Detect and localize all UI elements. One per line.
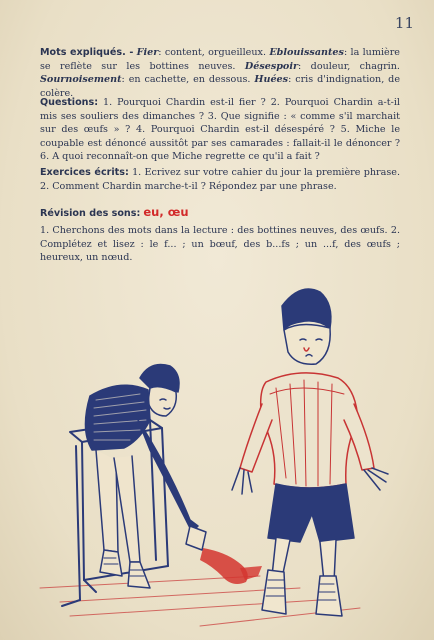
term-huees: Huées <box>254 74 289 86</box>
def-sournoisement: : en cachette, en dessous. <box>121 74 251 86</box>
def-fier: : content, orgueilleux. <box>158 47 266 58</box>
term-fier: Fier <box>136 47 159 58</box>
exercices-text: 1. Ecrivez sur votre cahier du jour la première phrase. 2. Comment Chardin marche-t-il ? Répondez par une phrase. <box>40 167 400 192</box>
term-desespoir: Désespoir <box>244 60 299 72</box>
def-eblouissantes: : la lumière se reflète sur les bottines neuves. <box>40 47 400 72</box>
term-sournoisement: Sournoisement <box>40 74 122 86</box>
revision-paragraph <box>40 224 400 265</box>
exercices-title: Exercices écrits: <box>40 167 129 178</box>
boy-miche <box>85 365 206 589</box>
mots-expliques-title: Mots expliqués. - <box>40 47 134 58</box>
questions-paragraph <box>40 96 400 164</box>
questions-title: Questions: <box>40 97 99 108</box>
exercices-paragraph <box>40 166 400 193</box>
illustration <box>0 270 434 640</box>
def-desespoir: : douleur, chagrin. <box>298 60 400 72</box>
revision-text: 1. Cherchons des mots dans la lecture : des bottines neuves, des œufs. 2. Complétez et lisez : le f... ; un bœuf, des b...fs ; un ...f, des œufs ; heureux, un nœud. <box>40 225 400 264</box>
term-eblouissantes: Eblouissantes <box>269 47 344 58</box>
questions-text: 1. Pourquoi Chardin est-il fier ? 2. Pourquoi Chardin a-t-il mis ses souliers des dimanches ? 3. Que signifie : « comme s'il marchait sur des œufs » ? 4. Pourquoi Chardin est-il désespéré ? 5. Miche le coupable est dénoncé aussitôt par ses camarades : fallait-il le dénoncer ? 6. A quoi reconnaît-on que Miche regrette ce qu'il a fait ? <box>40 97 400 163</box>
revision-title: Révision des sons: <box>40 208 141 219</box>
page-number: 11 <box>394 14 414 32</box>
revision-sound: eu, œu <box>143 205 189 219</box>
revision-heading <box>40 206 400 221</box>
def-huees: : cris d'indignation, de colère. <box>40 74 400 99</box>
mots-expliques-paragraph <box>40 46 400 100</box>
